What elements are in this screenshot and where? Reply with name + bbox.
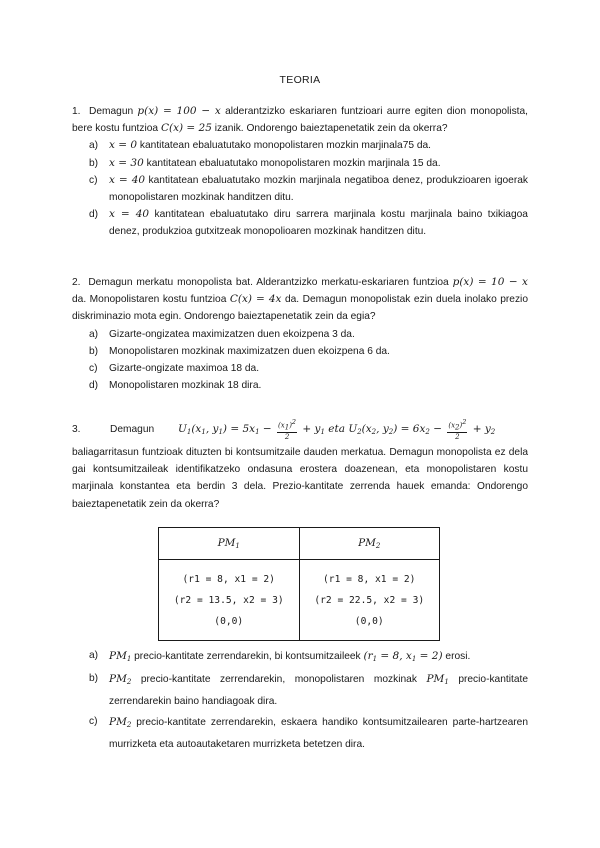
question-3-options (72, 646, 528, 755)
table-header-pm2: $PM_2$ (299, 528, 440, 560)
question-2-option-c: c) Gizarte-ongizate maximoa 18 da. (89, 363, 260, 375)
demand-function: p(x) = 100 − x (137, 105, 221, 117)
question-2-number: 2. (72, 277, 81, 288)
question-1-option-d: d) x = 40 kantitatean ebaluatutako diru sarrera marjinala kostu marjinala baino txikiagoa denez, produkzioa gutxitzeak monopolioaren mozkinak handitzen ditu. (89, 208, 528, 238)
question-3-utility-line: 3. Demagun $U_1(x_1$, $y_1) = 5x_1$ − $\frac{(x_1)^2}{2}$ + $y_1$ eta $U_2(x_2$, $y_2) = 6x_2$ − $\frac{(x_2)^2}{2}$ + $y_2$ (72, 418, 496, 441)
question-3-stem: baliagarritasun funtzioak dituzten bi kontsumitzaile dauden merkatua. Demagun monopolista ez dela gai kontsumitzaileak identifikatzeko ondasuna erostera doazenean, eta monopolistaren kostu marjinala konstantea eta berdin 3 dela. Prezio-kantitate zerrenda hauek emanda: Ondorengo baieztapenetatik zein da okerra? (72, 447, 528, 510)
table-header-pm1: $PM_1$ (159, 528, 300, 560)
question-2-option-d: d) Monopolistaren mozkinak 18 dira. (89, 380, 262, 392)
question-3-option-a: a) $PM_1$ precio-kantitate zerrendarekin, bi kontsumitzaileek ($r_1 = 8$, $x_1 = 2$) erosi. (89, 650, 471, 663)
document-title: TEORIA (279, 74, 321, 86)
question-3 (72, 416, 528, 513)
utility-function-1: $U_1(x_1$, $y_1) = 5x_1$ − $\frac{(x_1)^2}{2}$ + $y_1$ eta $U_2(x_2$, $y_2) = 6x_2$ − $\frac{(x_2)^2}{2}$ + $y_2$ (178, 418, 496, 441)
table-cell-pm2 (299, 560, 440, 641)
question-3-option-c: c) $PM_2$ precio-kantitate zerrendarekin, eskaera handiko kontsumitzailearen parte-hartzearen murrizketa eta autoautaketaren murrizketa betetzen dira. (89, 716, 528, 750)
pm1-entry: (r1 = 8, x1 = 2) (182, 573, 275, 585)
question-1-number: 1. (72, 106, 81, 117)
pm2-entry: (r2 = 22.5, x2 = 3) (314, 594, 425, 606)
question-1-option-a: a) x = 0 kantitatean ebaluatutako monopolistaren mozkin marjinala75 da. (89, 139, 432, 152)
question-2 (72, 274, 528, 394)
question-2-stem: 2. Demagun merkatu monopolista bat. Alderantzizko merkatu-eskariaren funtzioa p(x) = 10 − x da. Monopolistaren kostu funtzioa C(x) = 4x da. Demagun monopolistak ezin duela inolako prezio diskriminazio mota egin. Ondorengo baieztapenetatik zein da egia? (72, 276, 528, 323)
pm1-entry: (0,0) (214, 615, 244, 627)
pm2-entry: (r1 = 8, x1 = 2) (323, 573, 416, 585)
demand-function: p(x) = 10 − x (452, 276, 528, 288)
question-1-option-c: c) x = 40 kantitatean ebaluatutako mozkin marjinala negatiboa denez, produkzioaren igoerak monopolistaren mozkinak handitzen ditu. (89, 173, 528, 204)
question-3-options-block (72, 646, 528, 755)
cost-function: C(x) = 25 (160, 122, 212, 135)
table-cell-pm1 (159, 560, 300, 641)
question-3-number: 3. (72, 424, 81, 436)
cost-function: C(x) = 4x (229, 293, 282, 306)
price-quantity-table (158, 527, 440, 641)
question-2-option-b: b) Monopolistaren mozkinak maximizatzen duen ekoizpena 6 da. (89, 345, 390, 357)
question-1 (72, 103, 528, 241)
question-1-option-b: b) x = 30 kantitatean ebaluatutako monopolistaren mozkin marjinala 15 da. (89, 156, 441, 169)
pm2-entry: (0,0) (354, 615, 384, 627)
question-2-option-a: a) Gizarte-ongizatea maximizatzen duen ekoizpena 3 da. (89, 328, 355, 340)
question-1-stem: 1. Demagun p(x) = 100 − x alderantzizko eskariaren funtzioari aurre egiten dion monopolista, bere kostu funtzioa C(x) = 25 izanik. Ondorengo baieztapenetatik zein da okerra? (72, 105, 528, 135)
question-1-options (72, 137, 528, 240)
question-2-options (72, 326, 528, 395)
question-3-option-b: b) $PM_2$ precio-kantitate zerrendarekin, monopolistaren mozkinak $PM_1$ precio-kantitate zerrendarekin baino handiagoak dira. (89, 673, 528, 707)
pm1-entry: (r2 = 13.5, x2 = 3) (173, 594, 284, 606)
